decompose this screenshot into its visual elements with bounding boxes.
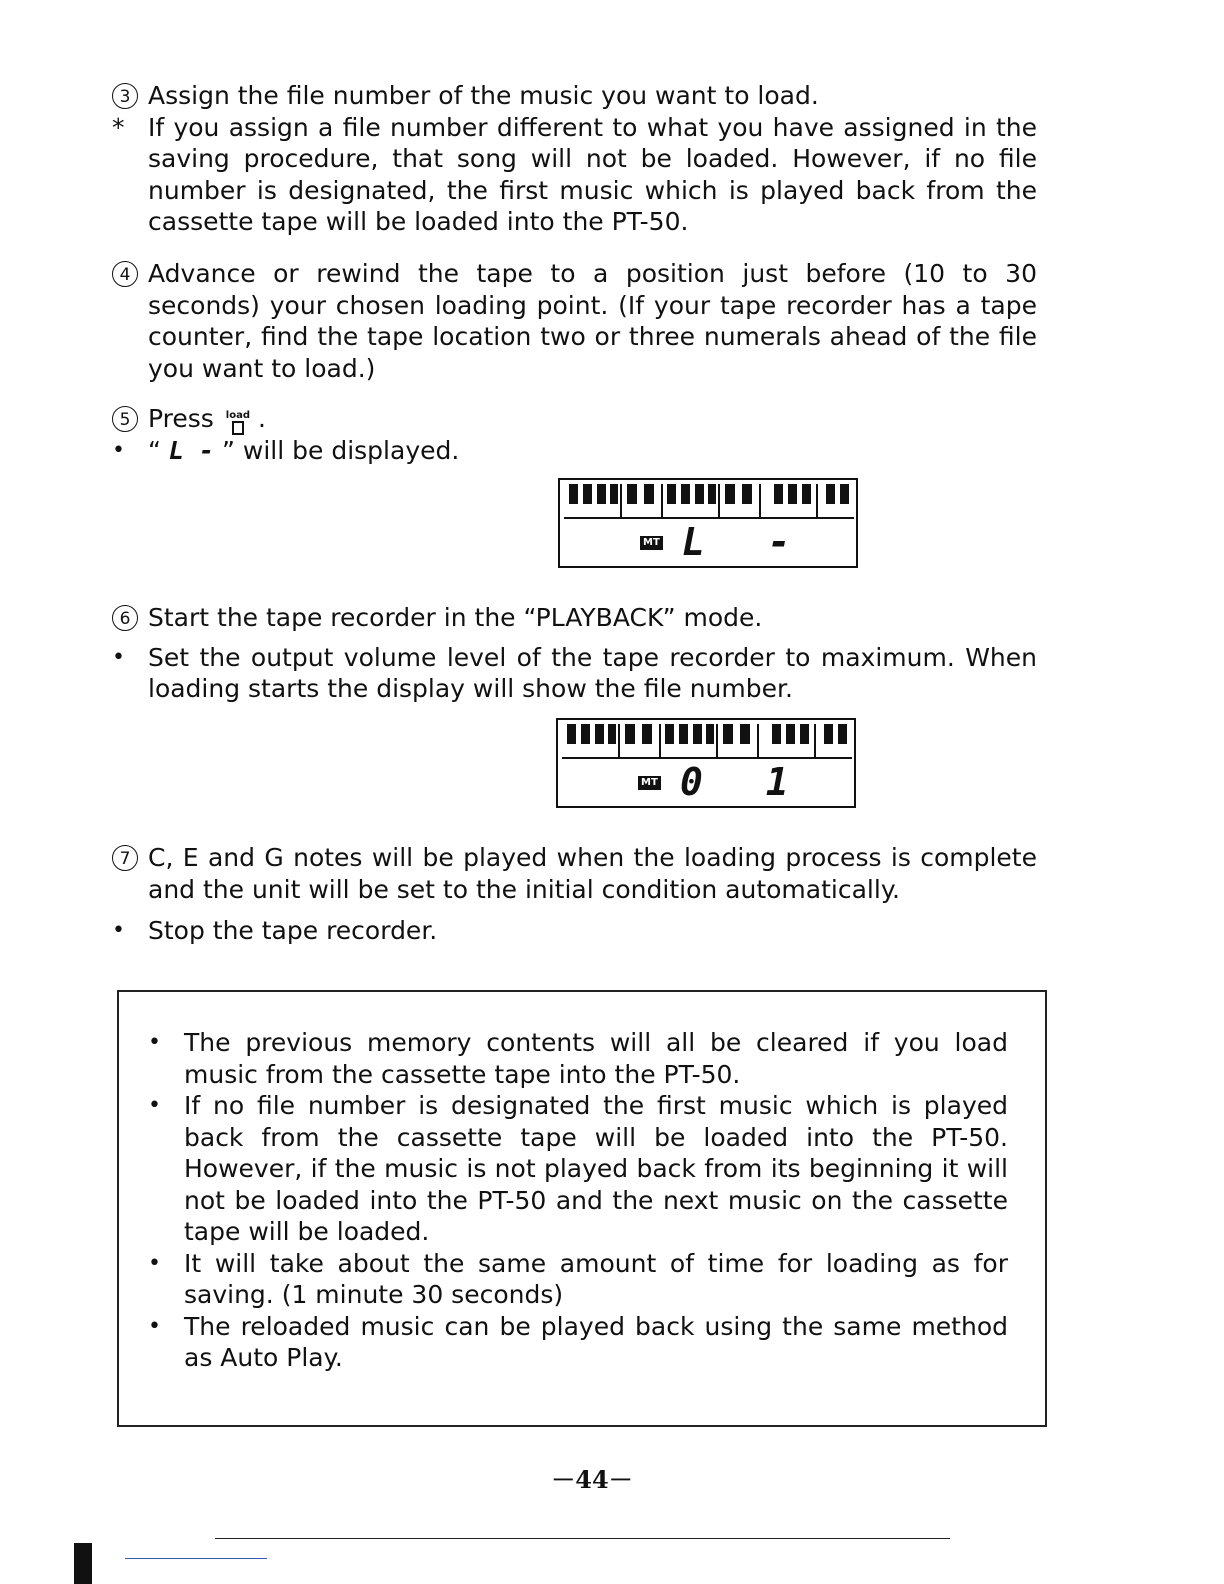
step-3-text: Assign the file number of the music you want to load. — [148, 81, 819, 110]
step-6-bullet-text: Set the output volume level of the tape recorder to maximum. When loading starts the display will show the file number. — [148, 642, 1037, 703]
step-6 — [112, 602, 1037, 705]
bottom-rule-blue — [125, 1558, 267, 1559]
asterisk-mark: * — [112, 112, 125, 142]
mt-indicator: MT — [638, 776, 661, 790]
note-item: The previous memory contents will all be cleared if you load music from the cassette tape into the PT-50. — [184, 1028, 1008, 1089]
step-5-number: 5 — [112, 403, 148, 435]
step-7 — [112, 842, 1037, 947]
mt-indicator: MT — [640, 536, 663, 550]
step-3 — [112, 80, 1037, 238]
bottom-rule — [215, 1538, 950, 1539]
press-label: Press — [148, 404, 214, 433]
corner-mark — [74, 1543, 92, 1584]
step-4-text: Advance or rewind the tape to a position just before (10 to 30 seconds) your chosen loading point. (If your tape recorder has a tape counter, find the tape location two or three numerals ahead of the file you want to load.) — [148, 259, 1037, 383]
lcd-display-file-number — [556, 718, 856, 808]
notes-list — [148, 1027, 1008, 1374]
lcd-digits: 0 1 — [680, 760, 809, 804]
bullet-icon: • — [148, 1093, 161, 1118]
step-7-text: C, E and G notes will be played when the loading process is complete and the unit will be set to the initial condition automatically. — [148, 843, 1037, 904]
step-6-text: Start the tape recorder in the “PLAYBACK” mode. — [148, 603, 763, 632]
bullet-icon: • — [112, 437, 125, 463]
bullet-icon: • — [148, 1313, 161, 1339]
bullet-icon: • — [148, 1250, 161, 1276]
step-3-number: 3 — [112, 80, 148, 112]
load-key-label: load — [225, 409, 251, 421]
page-number: －44－ — [551, 1465, 633, 1494]
bullet-icon: • — [148, 1030, 161, 1055]
bullet-icon: • — [112, 644, 125, 670]
step-4 — [112, 258, 1037, 384]
step-5 — [112, 403, 1037, 466]
step-4-number: 4 — [112, 258, 148, 290]
step-6-number: 6 — [112, 602, 148, 634]
display-text-inline: L - — [168, 435, 215, 465]
note-item: The reloaded music can be played back using the same method as Auto Play. — [184, 1311, 1008, 1372]
load-key-icon — [226, 411, 250, 435]
note-item: It will take about the same amount of time for loading as for saving. (1 minute 30 seconds) — [184, 1248, 1008, 1309]
step-7-bullet-text: Stop the tape recorder. — [148, 916, 438, 945]
note-item: If no file number is designated the first music which is played back from the cassette tape will be loaded into the PT-50. However, if the music is not played back from its beginning it will not be loaded into the PT-50 and the next music on the cassette tape will be loaded. — [184, 1091, 1008, 1246]
quote-close: ” will be displayed. — [222, 435, 460, 465]
keyboard-strip-icon — [564, 484, 854, 519]
lcd-display-loading — [558, 478, 858, 568]
press-period: . — [258, 404, 266, 433]
step-7-number: 7 — [112, 842, 148, 874]
bullet-icon: • — [112, 918, 125, 943]
step-3-note: If you assign a file number different to what you have assigned in the saving procedure, that song will not be loaded. However, if no file number is designated, the first music which is played back from the cassette tape will be loaded into the PT-50. — [148, 112, 1037, 236]
keyboard-strip-icon — [562, 724, 852, 759]
lcd-digits: L - — [682, 520, 811, 564]
quote-open: “ — [148, 435, 161, 465]
